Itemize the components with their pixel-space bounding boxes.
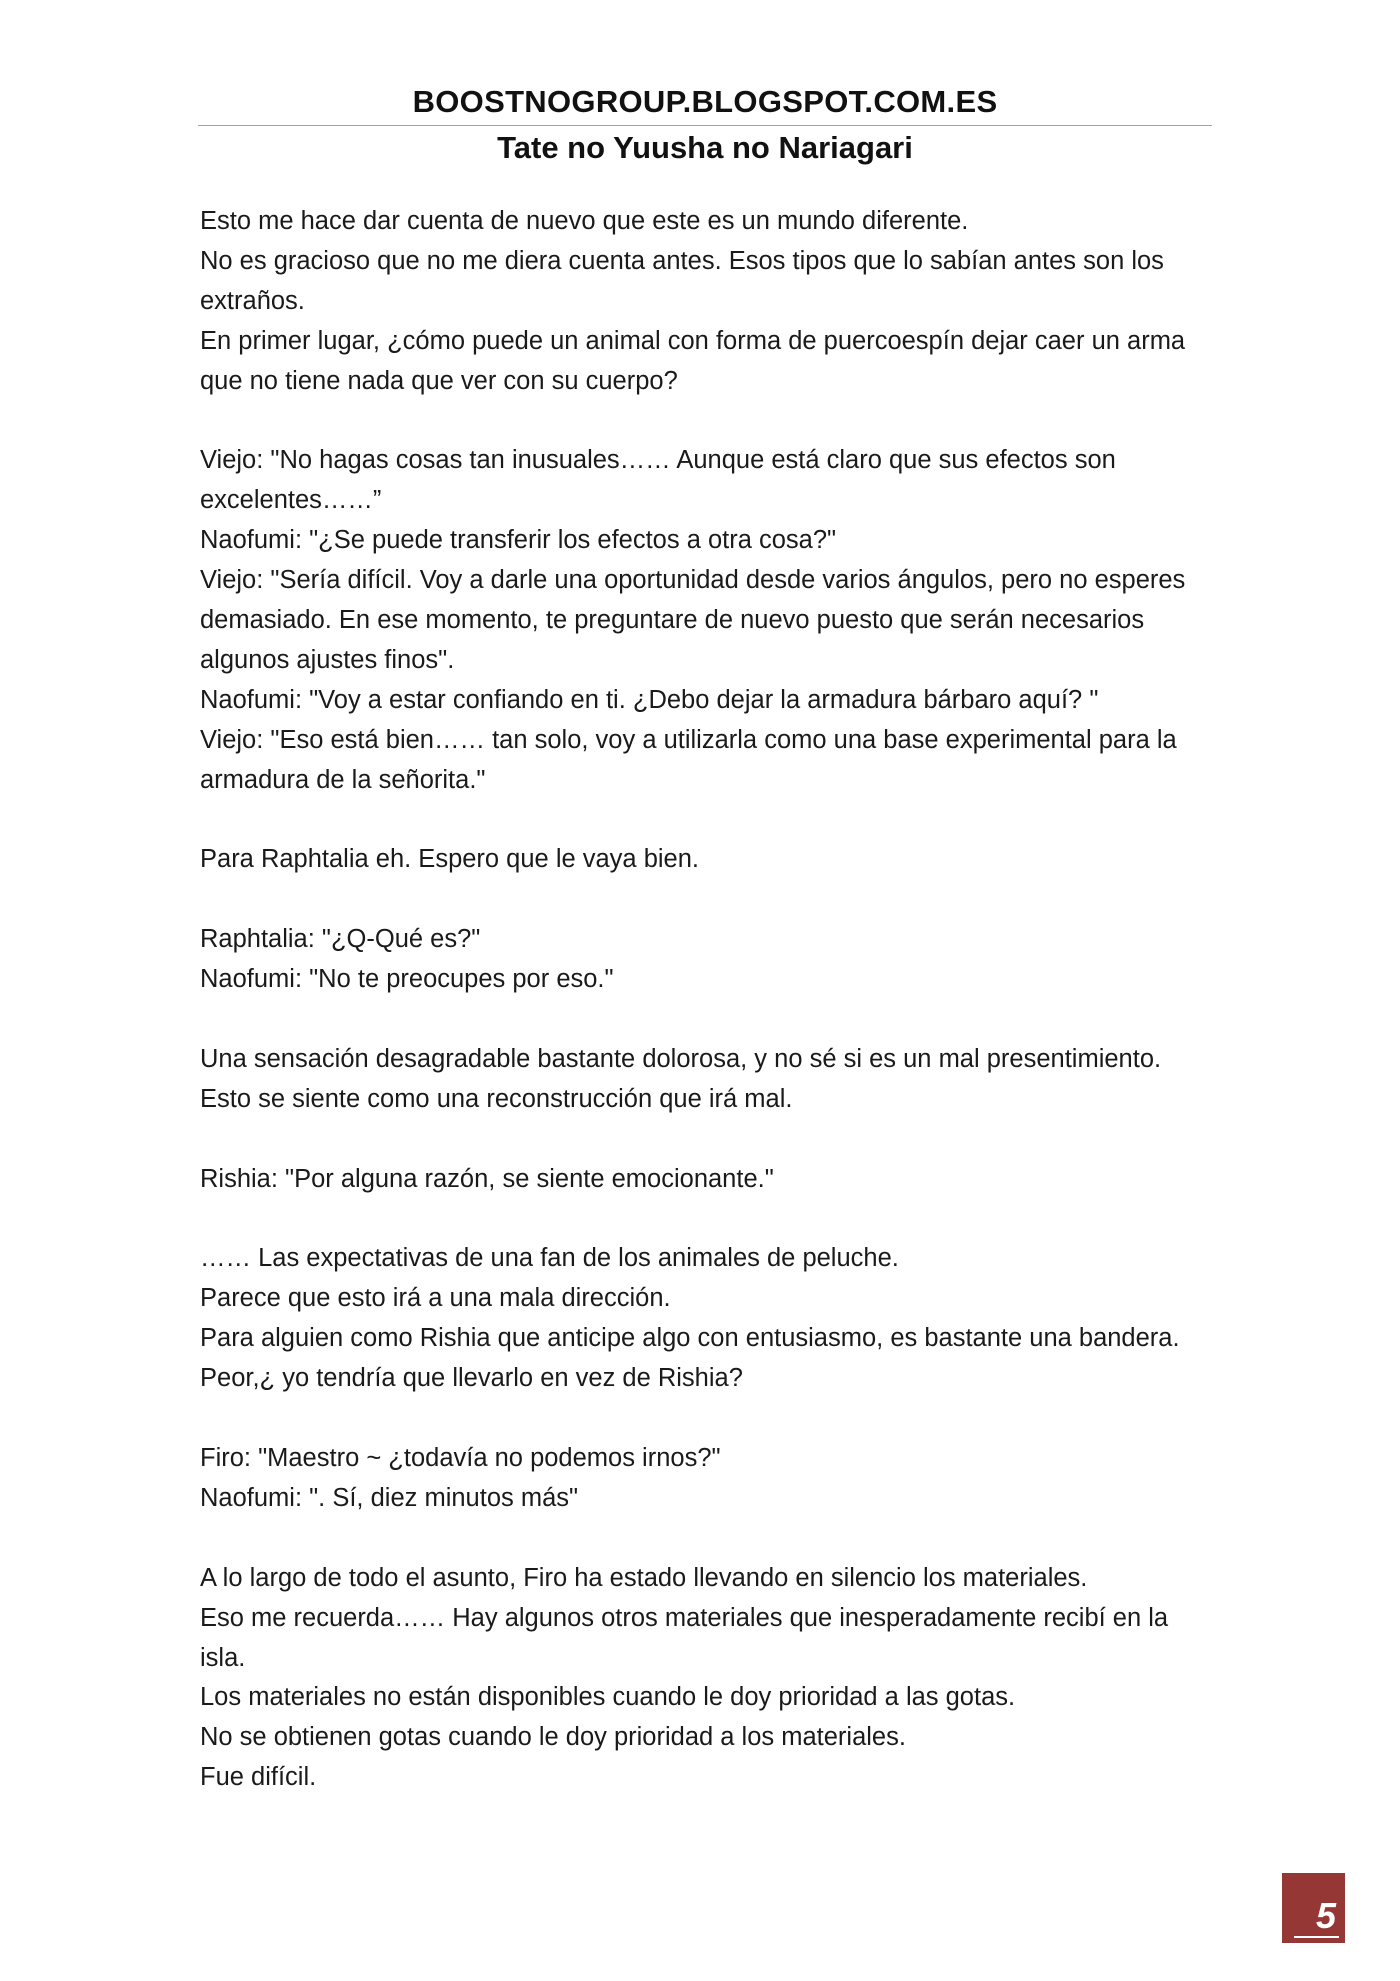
text-line: isla. [200, 1643, 246, 1672]
text-line: …… Las expectativas de una fan de los animales de peluche. [200, 1244, 899, 1273]
text-line: extraños. [200, 286, 305, 315]
blank-line [200, 1399, 1210, 1439]
text-line: Naofumi: ". Sí, diez minutos más" [200, 1483, 579, 1512]
site-title: BOOSTNOGROUP.BLOGSPOT.COM.ES [412, 84, 998, 119]
text-line: Parece que esto irá a una mala dirección. [200, 1284, 671, 1313]
text-line: Los materiales no están disponibles cuando le doy prioridad a las gotas. [200, 1683, 1016, 1712]
page-number-badge [1282, 1873, 1345, 1943]
text-line: Para Raphtalia eh. Espero que le vaya bien. [200, 845, 699, 874]
text-line: En primer lugar, ¿cómo puede un animal con forma de puercoespín dejar caer un arma [200, 326, 1186, 355]
text-line: armadura de la señorita." [200, 765, 486, 794]
text-line: Una sensación desagradable bastante dolorosa, y no sé si es un mal presentimiento. [200, 1044, 1162, 1073]
text-line: No es gracioso que no me diera cuenta antes. Esos tipos que lo sabían antes son los [200, 246, 1164, 275]
book-title: Tate no Yuusha no Nariagari [497, 130, 913, 165]
body-text [200, 202, 1210, 1798]
blank-line [200, 1120, 1210, 1160]
text-line: que no tiene nada que ver con su cuerpo? [200, 366, 678, 395]
blank-line [200, 1000, 1210, 1040]
text-line: A lo largo de todo el asunto, Firo ha estado llevando en silencio los materiales. [200, 1563, 1088, 1592]
text-line: Viejo: "Sería difícil. Voy a darle una oportunidad desde varios ángulos, pero no esperes [200, 566, 1186, 595]
text-line: algunos ajustes finos". [200, 645, 455, 674]
page-header [198, 80, 1212, 170]
text-line: No se obtienen gotas cuando le doy prioridad a los materiales. [200, 1723, 906, 1752]
text-line: Peor,¿ yo tendría que llevarlo en vez de Rishia? [200, 1364, 743, 1393]
page-number-underline [1294, 1936, 1339, 1938]
text-line: Esto me hace dar cuenta de nuevo que este es un mundo diferente. [200, 207, 969, 235]
text-line: excelentes……” [200, 486, 382, 515]
text-line: Viejo: "No hagas cosas tan inusuales…… Aunque está claro que sus efectos son [200, 446, 1116, 475]
text-line: Para alguien como Rishia que anticipe algo con entusiasmo, es bastante una bandera. [200, 1324, 1180, 1353]
text-line: Naofumi: "Voy a estar confiando en ti. ¿Debo dejar la armadura bárbaro aquí? " [200, 685, 1099, 714]
text-line: Naofumi: "No te preocupes por eso." [200, 965, 614, 994]
text-line: Firo: "Maestro ~ ¿todavía no podemos irnos?" [200, 1443, 721, 1472]
blank-line [200, 1200, 1210, 1240]
blank-line [200, 880, 1210, 920]
text-line: Eso me recuerda…… Hay algunos otros materiales que inesperadamente recibí en la [200, 1603, 1169, 1632]
text-line: Raphtalia: "¿Q-Qué es?" [200, 925, 481, 954]
blank-line [200, 1519, 1210, 1559]
text-line: Naofumi: "¿Se puede transferir los efectos a otra cosa?" [200, 526, 837, 555]
text-line: Rishia: "Por alguna razón, se siente emocionante." [200, 1164, 774, 1193]
text-line: Viejo: "Eso está bien…… tan solo, voy a utilizarla como una base experimental para la [200, 725, 1177, 754]
blank-line [200, 801, 1210, 841]
text-line: Fue difícil. [200, 1763, 317, 1792]
text-line: demasiado. En ese momento, te preguntare de nuevo puesto que serán necesarios [200, 606, 1145, 635]
page-number: 5 [1315, 1895, 1336, 1936]
blank-line [200, 402, 1210, 442]
text-line: Esto se siente como una reconstrucción que irá mal. [200, 1084, 793, 1113]
